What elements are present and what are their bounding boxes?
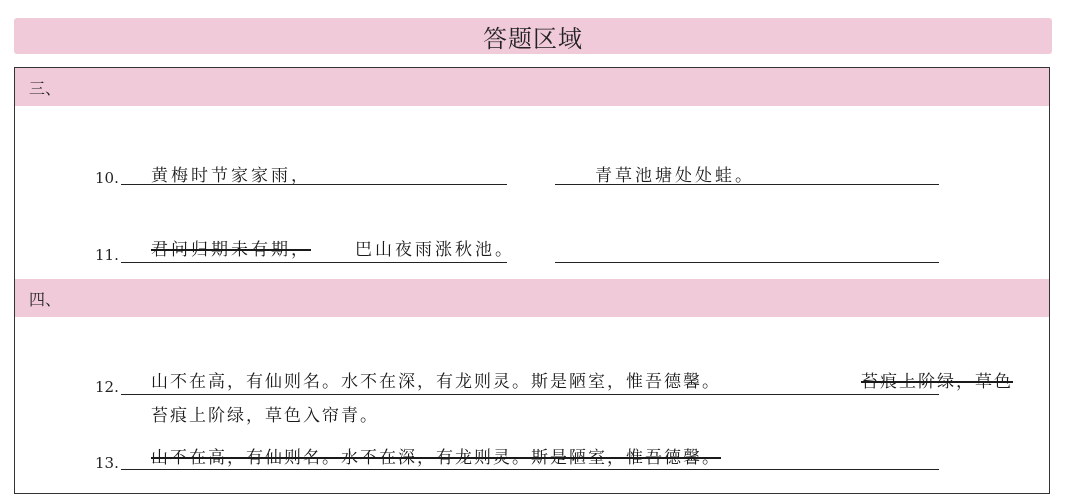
question-11-number: 11.	[95, 246, 119, 264]
question-10-blank-1-answer: 黄梅时节家家雨，	[151, 166, 311, 186]
question-13-number: 13.	[95, 454, 119, 472]
question-12-blank-line	[121, 394, 939, 395]
question-12-answer-line-2: 苔痕上阶绿，草色入帘青。	[151, 406, 379, 426]
question-10-blank-2-answer: 青草池塘处处蛙。	[595, 166, 755, 186]
question-11-blank-2-line	[555, 262, 939, 263]
answer-frame	[14, 67, 1050, 494]
question-13-blank-line	[121, 469, 939, 470]
section-3-header	[15, 68, 1049, 106]
question-12-crossed-fragment: 苔痕上阶绿，草色	[861, 372, 1013, 392]
question-12-answer-line-1: 山不在高，有仙则名。水不在深，有龙则灵。斯是陋室，惟吾德馨。	[151, 372, 721, 392]
question-11-answer: 巴山夜雨涨秋池。	[355, 240, 515, 260]
section-4-header	[15, 279, 1049, 317]
section-3-label: 三、	[29, 78, 62, 98]
question-11-blank-1-line	[121, 262, 507, 263]
question-11-crossed-answer: 君问归期未有期，	[151, 240, 311, 260]
answer-area-title-text: 答题区域	[483, 24, 583, 53]
question-12-number: 12.	[95, 378, 119, 396]
question-10-number: 10.	[95, 169, 119, 187]
question-13-crossed-answer: 山不在高，有仙则名。水不在深，有龙则灵。斯是陋室，惟吾德馨。	[151, 448, 721, 468]
answer-area-title	[14, 18, 1052, 54]
section-4-label: 四、	[29, 289, 62, 309]
